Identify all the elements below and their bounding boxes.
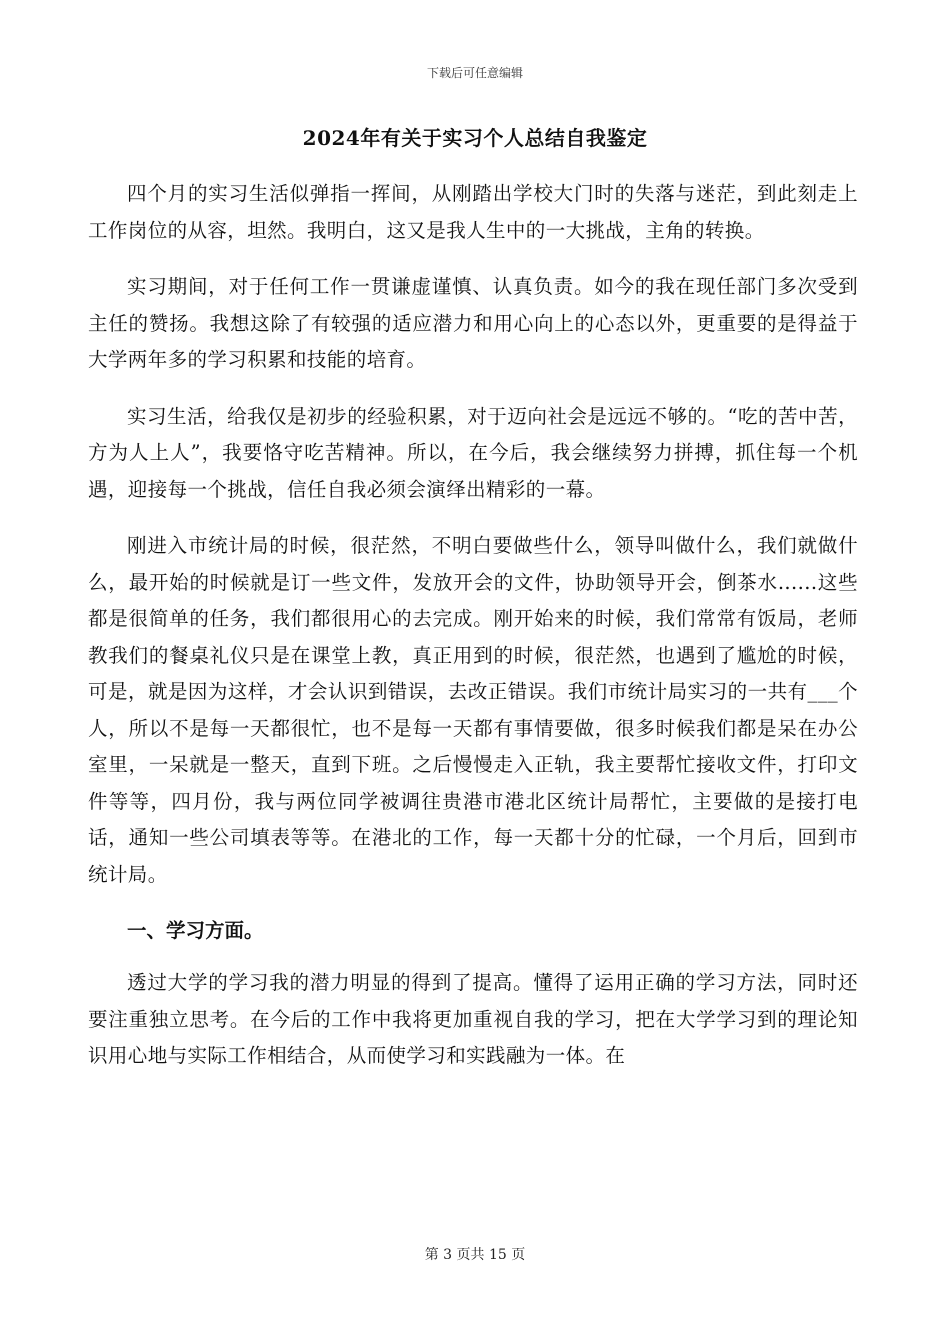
paragraph-study: 透过大学的学习我的潜力明显的得到了提高。懂得了运用正确的学习方法，同时还要注重独立思考。在今后的工作中我将更加重视自我的学习，把在大学学习到的理论知识用心地与实际工作相结合，从而使学习和实践融为一体。在 (88, 971, 858, 1067)
section-heading-study: 一、学习方面。 (127, 919, 264, 942)
paragraph-attitude: 实习期间，对于任何工作一贯谦虚谨慎、认真负责。如今的我在现任部门多次受到主任的赞扬。我想这除了有较强的适应潜力和用心向上的心态以外，更重要的是得益于大学两年多的学习积累和技能的培育。 (88, 275, 858, 371)
document-title: 2024年有关于实习个人总结自我鉴定 (302, 126, 648, 150)
paragraph-resolve: 实习生活，给我仅是初步的经验积累，对于迈向社会是远远不够的。“吃的苦中苦，方为人上人”，我要恪守吃苦精神。所以，在今后，我会继续努力拼搏，抓住每一个机遇，迎接每一个挑战，信任自我必须会演绎出精彩的一幕。 (88, 404, 858, 501)
paragraph-experience: 刚进入市统计局的时候，很茫然，不明白要做些什么，领导叫做什么，我们就做什么，最开始的时候就是订一些文件，发放开会的文件，协助领导开会，倒茶水......这些都是很简单的任务，我们都很用心的去完成。刚开始来的时候，我们常常有饭局，老师教我们的餐桌礼仪只是在课堂上教，真正用到的时候，很茫然，也遇到了尴尬的时候，可是，就是因为这样，才会认识到错误，去改正错误。我们市统计局实习的一共有___个人，所以不是每一天都很忙，也不是每一天都有事情要做，很多时候我们都是呆在办公室里，一呆就是一整天，直到下班。之后慢慢走入正轨，我主要帮忙接收文件，打印文件等等，四月份，我与两位同学被调往贵港市港北区统计局帮忙，主要做的是接打电话，通知一些公司填表等等。在港北的工作，每一天都十分的忙碌，一个月后，回到市统计局。 (88, 534, 858, 886)
paragraph-intro: 四个月的实习生活似弹指一挥间，从刚踏出学校大门时的失落与迷茫，到此刻走上工作岗位的从容，坦然。我明白，这又是我人生中的一大挑战，主角的转换。 (88, 182, 858, 242)
header-note: 下载后可任意编辑 (426, 66, 523, 80)
page-number: 第 3 页共 15 页 (424, 1247, 526, 1263)
document-body (88, 176, 858, 1095)
